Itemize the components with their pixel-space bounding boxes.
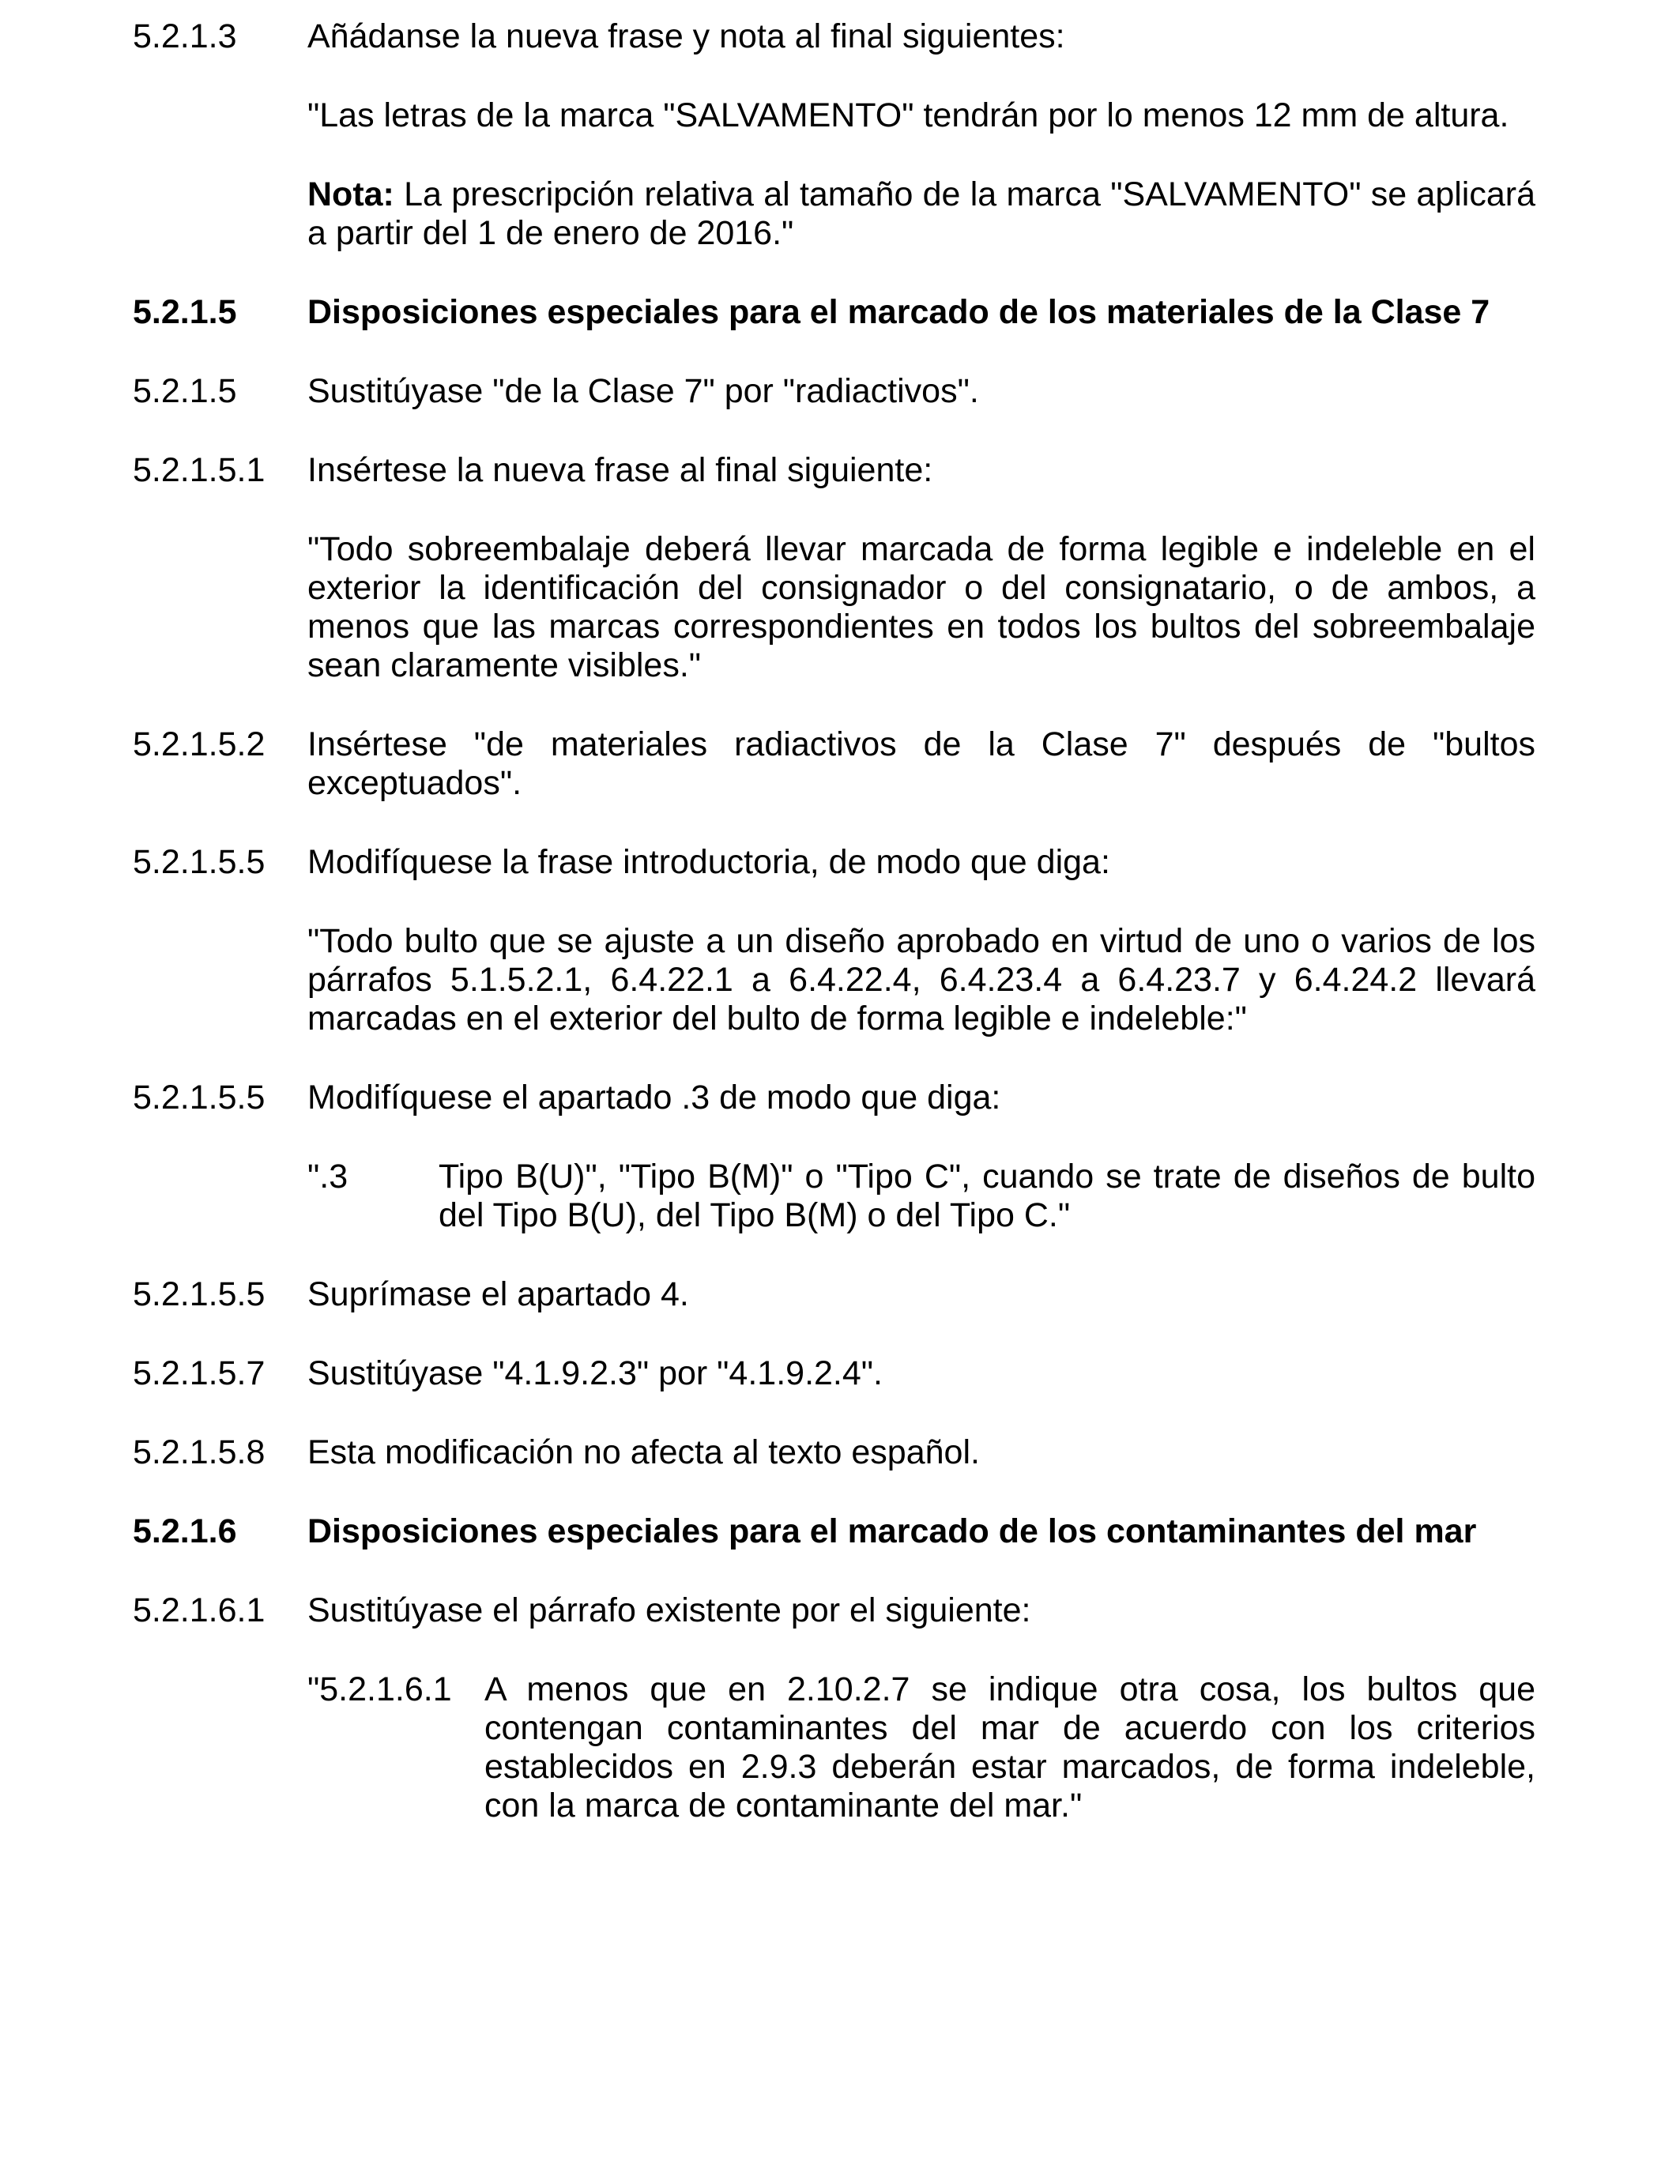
paragraph-text: Modifíquese el apartado .3 de modo que diga: [307, 1079, 1001, 1116]
paragraph-number: 5.2.1.3 [133, 17, 237, 55]
paragraph-number: 5.2.1.5.8 [133, 1433, 266, 1471]
heading-number: 5.2.1.6 [133, 1512, 237, 1550]
paragraph-number: 5.2.1.5.5 [133, 843, 266, 881]
paragraph-5-2-1-5-8 [133, 1433, 1535, 1472]
section-heading-5-2-1-6 [133, 1512, 1535, 1551]
sub-item-number: "5.2.1.6.1 [307, 1670, 452, 1708]
paragraph-text: Sustitúyase "4.1.9.2.3" por "4.1.9.2.4". [307, 1354, 883, 1392]
paragraph-text: Insértese "de materiales radiactivos de la Clase 7" después de "bultos exceptuados". [307, 725, 1535, 802]
paragraph-5-2-1-5-2 [133, 725, 1535, 803]
section-heading-5-2-1-5 [133, 293, 1535, 332]
heading-text: Disposiciones especiales para el marcado de los materiales de la Clase 7 [307, 293, 1490, 331]
sub-item [307, 1158, 1535, 1235]
paragraph-number: 5.2.1.5.5 [133, 1275, 266, 1313]
quoted-text: "Todo sobreembalaje deberá llevar marcada de forma legible e indeleble en el exterior la identificación del consignador o del consignatario, o de ambos, a menos que las marcas correspondientes en todos los bultos del sobreembalaje sean claramente visibles." [307, 530, 1535, 684]
sub-item-text: Tipo B(U)", "Tipo B(M)" o "Tipo C", cuando se trate de diseños de bulto del Tipo B(U), del Tipo B(M) o del Tipo C." [439, 1158, 1535, 1234]
paragraph-number: 5.2.1.5 [133, 372, 237, 410]
paragraph-number: 5.2.1.5.1 [133, 451, 266, 489]
paragraph-text: Modifíquese la frase introductoria, de modo que diga: [307, 843, 1110, 881]
paragraph-text: Sustitúyase el párrafo existente por el siguiente: [307, 1591, 1031, 1629]
paragraph-text: Añádanse la nueva frase y nota al final siguientes: [307, 17, 1065, 55]
paragraph-text: Esta modificación no afecta al texto español. [307, 1433, 980, 1471]
heading-text: Disposiciones especiales para el marcado de los contaminantes del mar [307, 1512, 1477, 1550]
document-page [133, 17, 1535, 1825]
sub-item [307, 1670, 1535, 1825]
paragraph-5-2-1-5-7 [133, 1354, 1535, 1393]
paragraph-5-2-1-6-1 [133, 1591, 1535, 1630]
paragraph-5-2-1-3 [133, 17, 1535, 56]
paragraph-5-2-1-5-5-item-3 [133, 1079, 1535, 1117]
paragraph-5-2-1-5 [133, 372, 1535, 411]
paragraph-number: 5.2.1.5.5 [133, 1079, 266, 1116]
note-label: Nota: [307, 175, 394, 213]
paragraph-5-2-1-5-5-intro [133, 843, 1535, 882]
paragraph-text: Sustitúyase "de la Clase 7" por "radiactivos". [307, 372, 979, 410]
paragraph-number: 5.2.1.5.7 [133, 1354, 266, 1392]
note-text: La prescripción relativa al tamaño de la marca "SALVAMENTO" se aplicará a partir del 1 de enero de 2016." [307, 175, 1535, 252]
paragraph-number: 5.2.1.6.1 [133, 1591, 266, 1629]
note [307, 175, 1535, 253]
sub-item-text: A menos que en 2.10.2.7 se indique otra cosa, los bultos que contengan contaminantes del mar de acuerdo con los criterios establecidos en 2.9.3 deberán estar marcados, de forma indeleble, con la marca de contaminante del mar." [484, 1670, 1535, 1824]
paragraph-text: Suprímase el apartado 4. [307, 1275, 689, 1313]
paragraph-5-2-1-5-5-delete [133, 1275, 1535, 1314]
quoted-text: "Todo bulto que se ajuste a un diseño aprobado en virtud de uno o varios de los párrafos 5.1.5.2.1, 6.4.22.1 a 6.4.22.4, 6.4.23.4 a 6.4.23.7 y 6.4.24.2 llevará marcadas en el exterior del bulto de forma legible e indeleble:" [307, 922, 1535, 1037]
sub-item-number: ".3 [307, 1158, 348, 1196]
paragraph-number: 5.2.1.5.2 [133, 725, 266, 763]
heading-number: 5.2.1.5 [133, 293, 237, 331]
paragraph-text: Insértese la nueva frase al final siguiente: [307, 451, 933, 489]
paragraph-5-2-1-5-1 [133, 451, 1535, 490]
quoted-text: "Las letras de la marca "SALVAMENTO" tendrán por lo menos 12 mm de altura. [307, 96, 1509, 134]
